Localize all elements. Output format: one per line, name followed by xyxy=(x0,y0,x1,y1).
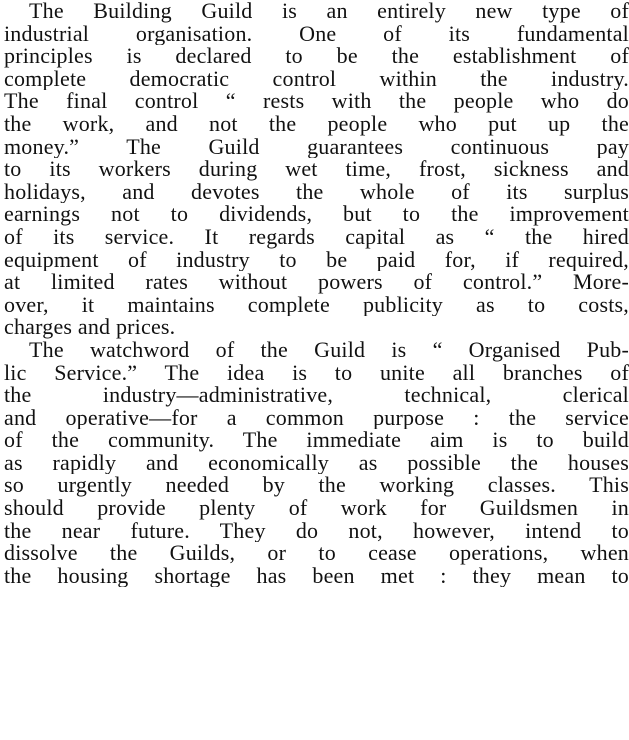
text-line: holidays, and devotes the whole of its surplus xyxy=(4,180,629,204)
text-line: the near future. They do not, however, intend to xyxy=(4,519,629,543)
text-line: to its workers during wet time, frost, sickness and xyxy=(4,158,629,181)
text-line: at limited rates without powers of control.” More- xyxy=(4,271,629,294)
text-line: industrial organisation. One of its fundamental xyxy=(4,22,629,46)
text-line: over, it maintains complete publicity as to costs, xyxy=(4,293,629,317)
text-line: so urgently needed by the working classes. This xyxy=(4,474,629,498)
text-line: equipment of industry to be paid for, if required, xyxy=(4,248,629,272)
paragraph-1 xyxy=(4,0,629,339)
text-line: and operative—for a common purpose : the service xyxy=(4,406,629,430)
text-line: The final control “ rests with the people who do xyxy=(4,90,629,113)
text-line: of the community. The immediate aim is to build xyxy=(4,429,629,452)
text-line: The watchword of the Guild is “ Organised Pub- xyxy=(29,338,629,362)
paragraph-2 xyxy=(4,339,629,588)
text-line: complete democratic control within the industry. xyxy=(4,67,629,91)
text-line: the industry—administrative, technical, clerical xyxy=(4,384,629,407)
text-line: earnings not to dividends, but to the improvement xyxy=(4,203,629,226)
text-line: money.” The Guild guarantees continuous pay xyxy=(4,135,629,159)
text-line: dissolve the Guilds, or to cease operations, when xyxy=(4,542,629,565)
text-line: The Building Guild is an entirely new type of xyxy=(29,0,629,23)
text-line: charges and prices. xyxy=(4,316,176,339)
text-line: of its service. It regards capital as “ the hired xyxy=(4,225,629,249)
text-line: principles is declared to be the establishment of xyxy=(4,45,629,68)
text-line: should provide plenty of work for Guildsmen in xyxy=(4,497,629,520)
text-line: lic Service.” The idea is to unite all branches of xyxy=(4,361,629,385)
text-line: the work, and not the people who put up the xyxy=(4,112,629,136)
text-line: the housing shortage has been met : they mean to xyxy=(4,564,629,588)
text-line: as rapidly and economically as possible the houses xyxy=(4,451,629,475)
